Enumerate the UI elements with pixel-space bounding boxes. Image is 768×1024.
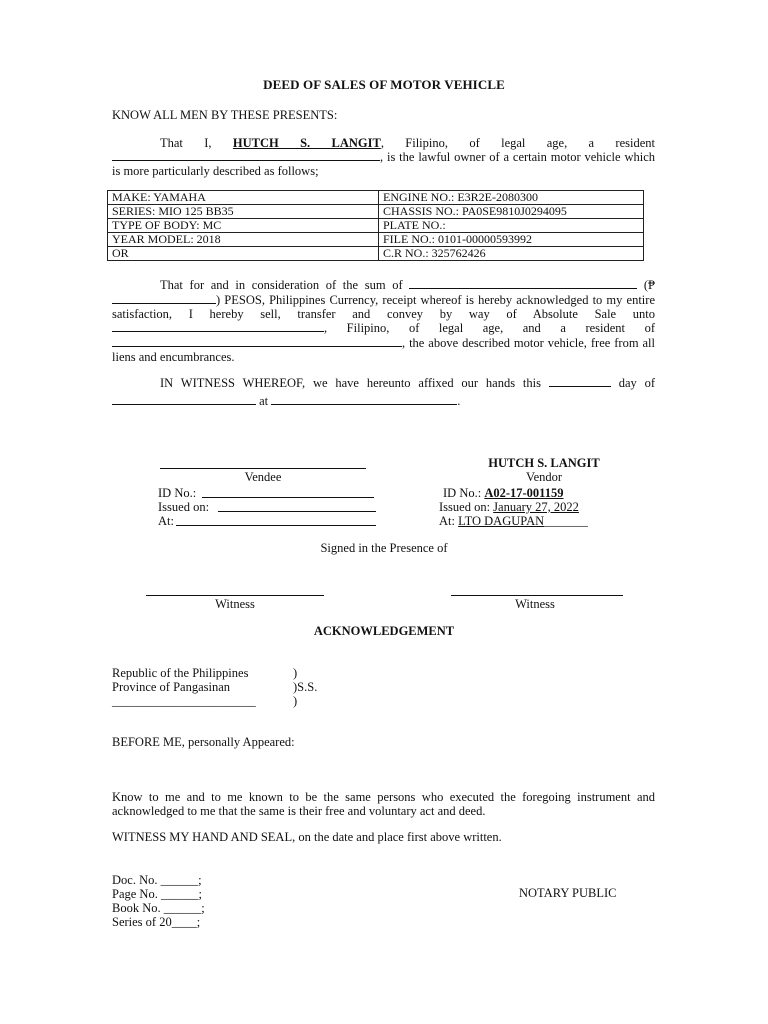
consideration-t1: ) PESOS, Philippines Currency, receipt whereof is hereby acknowledged to my entire satisfaction, I hereby sell, transfer and convey by way of Absolute Sale unto xyxy=(112,292,655,321)
owner-name: HUTCH S. LANGIT xyxy=(232,136,381,150)
vendor-issued-row xyxy=(439,500,579,514)
witness-2-label: Witness xyxy=(515,597,555,611)
vendor-at-value: LTO DAGUPAN xyxy=(458,514,545,528)
table-cell: CHASSIS NO.: PA0SE9810J0294095 xyxy=(379,205,644,219)
peso-sign: (₱ xyxy=(643,278,656,292)
amount-words-blank[interactable] xyxy=(409,278,637,289)
vendee-at-blank[interactable] xyxy=(176,525,376,526)
owner-post2: , is the lawful owner of a certain motor vehicle which is more particularly described as follows; xyxy=(112,150,655,178)
witness-1-signature-line[interactable] xyxy=(146,595,324,596)
vendor-at-tail: _______ xyxy=(544,514,588,528)
table-cell: C.R NO.: 325762426 xyxy=(379,247,644,261)
vendor-id-label: ID No.: xyxy=(443,486,482,500)
consideration-t2: , Filipino, of legal age, and a resident of xyxy=(324,321,655,336)
vendee-label: Vendee xyxy=(244,470,282,484)
vendor-at-label: At: xyxy=(439,514,455,528)
consideration-paragraph xyxy=(112,278,655,365)
document-title: DEED OF SALES OF MOTOR VEHICLE xyxy=(263,77,505,92)
vendee-id-blank[interactable] xyxy=(202,497,374,498)
before-me-text: BEFORE ME, personally Appeared: xyxy=(112,735,295,749)
whereof-pre: IN WITNESS WHEREOF, we have hereunto affixed our hands this xyxy=(160,376,541,390)
consideration-pre: That for and in consideration of the sum of xyxy=(160,278,403,292)
witness-1-label: Witness xyxy=(215,597,255,611)
table-cell: TYPE OF BODY: MC xyxy=(108,219,379,233)
owner-paragraph xyxy=(112,136,655,178)
owner-post1: , Filipino, of legal age, a resident xyxy=(380,136,656,150)
know-all-heading: KNOW ALL MEN BY THESE PRESENTS: xyxy=(112,108,338,122)
table-row xyxy=(108,233,644,247)
owner-address-blank[interactable] xyxy=(112,150,380,161)
table-row xyxy=(108,205,644,219)
consideration-t3: , the above described motor vehicle, free from all liens and encumbrances. xyxy=(112,336,655,364)
table-cell: MAKE: YAMAHA xyxy=(108,191,379,205)
vendor-issued-value: January 27, 2022 xyxy=(493,500,579,514)
notary-public-label: NOTARY PUBLIC xyxy=(519,886,617,900)
acknowledgement-title: ACKNOWLEDGEMENT xyxy=(313,624,455,638)
witness-whereof-paragraph xyxy=(112,375,655,410)
venue-paren-1: ) xyxy=(293,666,298,680)
venue-paren-3: ) xyxy=(293,694,298,708)
vendor-issued-label: Issued on: xyxy=(439,500,491,514)
table-row xyxy=(108,219,644,233)
vendee-id-label: ID No.: xyxy=(158,486,197,500)
venue-country: Republic of the Philippines xyxy=(112,666,249,680)
whereof-at: at xyxy=(259,393,269,408)
vendee-signature-line[interactable] xyxy=(160,468,366,469)
vendee-issued-label: Issued on: xyxy=(158,500,210,514)
place-blank[interactable] xyxy=(271,394,457,405)
table-cell: FILE NO.: 0101-00000593992 xyxy=(379,233,644,247)
witness-2-signature-line[interactable] xyxy=(451,595,623,596)
venue-province: Province of Pangasinan xyxy=(112,680,231,694)
venue-city-blank: _______________________ xyxy=(112,694,256,708)
vendee-at-label: At: xyxy=(158,514,174,528)
table-cell: PLATE NO.: xyxy=(379,219,644,233)
table-cell: YEAR MODEL: 2018 xyxy=(108,233,379,247)
table-row xyxy=(108,247,644,261)
series-no: Series of 20____; xyxy=(112,915,201,929)
whereof-mid: day of xyxy=(618,376,655,390)
vendor-at-row xyxy=(439,514,588,528)
table-cell: ENGINE NO.: E3R2E-2080300 xyxy=(379,191,644,205)
amount-figure-blank[interactable] xyxy=(112,293,216,304)
vendee-address-blank[interactable] xyxy=(112,336,402,347)
table-cell: SERIES: MIO 125 BB35 xyxy=(108,205,379,219)
vendor-name: HUTCH S. LANGIT xyxy=(488,456,600,470)
vendee-issued-blank[interactable] xyxy=(218,511,376,512)
vehicle-details-table xyxy=(107,190,644,261)
know-to-me-paragraph: Know to me and to me known to be the same persons who executed the foregoing instrument and acknowledged to me that the same is their free and voluntary act and deed. xyxy=(112,790,655,818)
witness-hand-text: WITNESS MY HAND AND SEAL, on the date and place first above written. xyxy=(112,830,502,844)
table-row xyxy=(108,191,644,205)
vendor-id-row xyxy=(443,486,564,500)
doc-no: Doc. No. ______; xyxy=(112,873,202,887)
day-blank[interactable] xyxy=(549,376,611,387)
signed-presence-text: Signed in the Presence of xyxy=(320,541,448,555)
vendor-label: Vendor xyxy=(525,470,563,484)
book-no: Book No. ______; xyxy=(112,901,205,915)
whereof-end: . xyxy=(457,393,461,408)
table-cell: OR xyxy=(108,247,379,261)
page-no: Page No. ______; xyxy=(112,887,202,901)
vendee-name-blank[interactable] xyxy=(112,321,324,332)
month-year-blank[interactable] xyxy=(112,394,256,405)
owner-pre: That I, xyxy=(160,136,233,150)
vendor-id-value: A02-17-001159 xyxy=(484,486,564,500)
venue-ss: )S.S. xyxy=(293,680,318,694)
